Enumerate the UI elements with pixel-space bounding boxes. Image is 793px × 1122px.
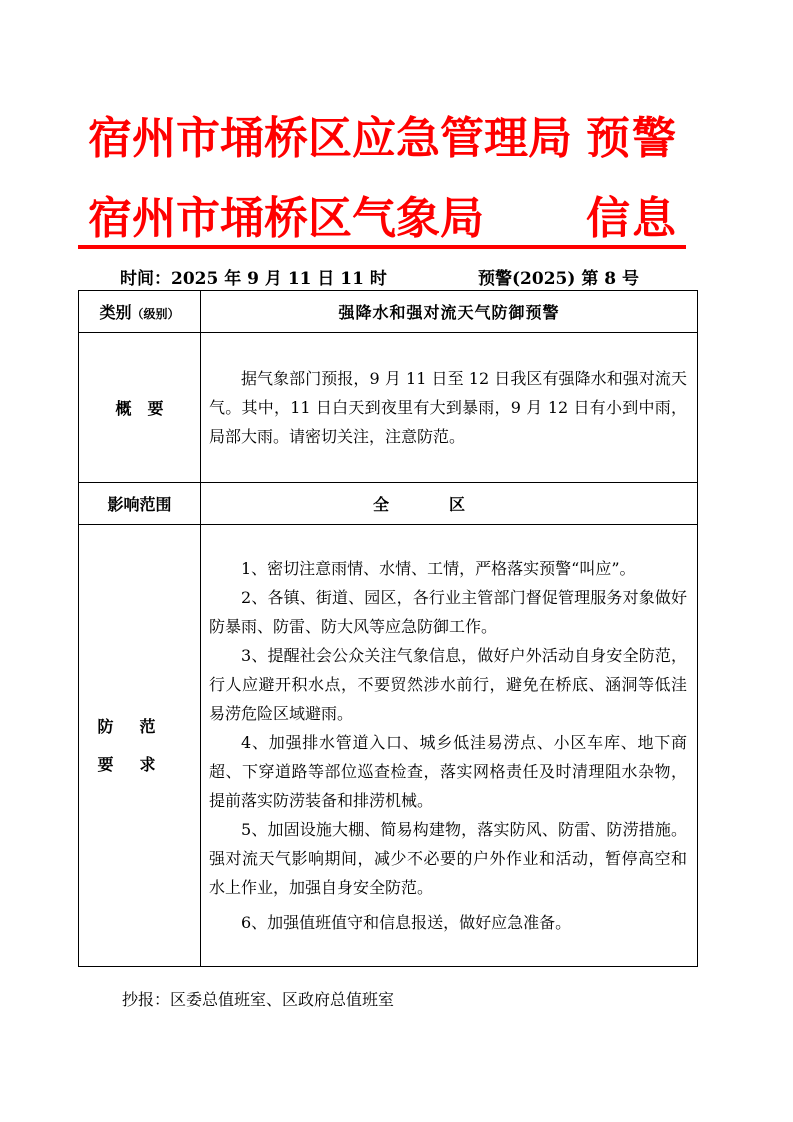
requirements-label-cell xyxy=(79,525,201,967)
issuer-emergency-bureau: 宿州市埇桥区应急管理局 xyxy=(88,113,572,164)
issuer-weather-bureau: 宿州市埇桥区气象局 xyxy=(88,193,484,244)
header-line-1 xyxy=(88,113,678,164)
header-line-2 xyxy=(88,193,678,244)
requirement-item: 5、加固设施大棚、简易构建物，落实防风、防雷、防涝措施。强对流天气影响期间，减少不必要的户外作业和活动，暂停高空和水上作业，加强自身安全防范。 xyxy=(209,820,687,897)
requirements-list xyxy=(201,554,697,937)
scope-value: 全区 xyxy=(201,483,698,525)
header-divider-line xyxy=(78,245,686,249)
header-tag-warning: 预警 xyxy=(586,113,678,164)
carbon-copy-line: 抄报：区委总值班室、区政府总值班室 xyxy=(122,990,395,1009)
issue-time: 时间：2025 年 9 月 11 日 11 时 xyxy=(120,269,387,289)
requirement-item: 6、加强值班值守和信息报送，做好应急准备。 xyxy=(241,913,572,932)
table-row-scope xyxy=(79,483,698,525)
requirements-label-2: 要求 xyxy=(97,754,182,774)
category-sub-label: （级别） xyxy=(131,307,180,321)
category-label: 类别 xyxy=(99,303,132,322)
header-tag-info: 信息 xyxy=(586,193,678,244)
table-row-requirements xyxy=(79,525,698,967)
summary-label: 概 要 xyxy=(79,333,201,483)
document-number: 预警(2025) 第 8 号 xyxy=(478,269,639,289)
category-label-cell xyxy=(79,291,201,333)
table-row-category xyxy=(79,291,698,333)
requirement-item: 1、密切注意雨情、水情、工情，严格落实预警“叫应”。 xyxy=(241,559,636,578)
requirements-cell xyxy=(201,525,698,967)
requirement-item: 2、各镇、街道、园区，各行业主管部门督促管理服务对象做好防暴雨、防雷、防大风等应急防御工作。 xyxy=(209,588,687,636)
summary-text: 据气象部门预报，9 月 11 日至 12 日我区有强降水和强对流天气。其中，11 日白天到夜里有大到暴雨，9 月 12 日有小到中雨，局部大雨。请密切关注，注意防范。 xyxy=(209,369,687,446)
requirement-item: 4、加强排水管道入口、城乡低洼易涝点、小区车库、地下商超、下穿道路等部位巡查检查，落实网格责任及时清理阻水杂物，提前落实防涝装备和排涝机械。 xyxy=(209,733,687,810)
summary-cell xyxy=(201,333,698,483)
requirement-item: 3、提醒社会公众关注气象信息，做好户外活动自身安全防范，行人应避开积水点，不要贸然涉水前行，避免在桥底、涵洞等低洼易涝危险区域避雨。 xyxy=(209,646,687,723)
scope-label: 影响范围 xyxy=(79,483,201,525)
requirements-label-1: 防范 xyxy=(97,716,182,736)
category-value: 强降水和强对流天气防御预警 xyxy=(201,291,698,333)
table-row-summary xyxy=(79,333,698,483)
warning-table xyxy=(78,290,698,967)
